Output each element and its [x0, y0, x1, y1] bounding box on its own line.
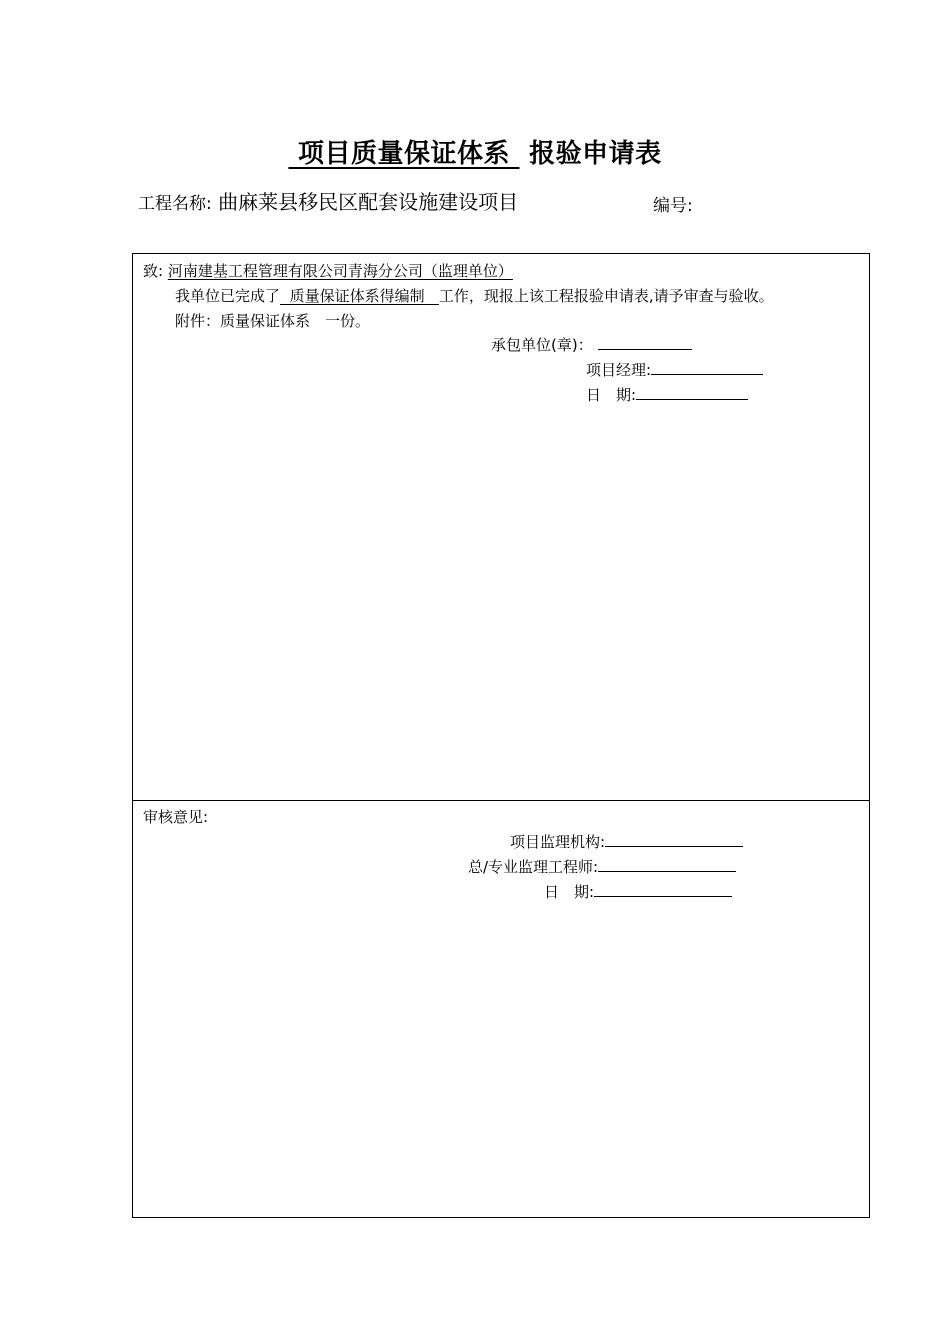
manager-line [586, 359, 763, 380]
supervising-engineer-line [468, 856, 736, 877]
project-name-value: 曲麻莱县移民区配套设施建设项目 [218, 190, 519, 214]
review-section [132, 800, 870, 1218]
project-name-label: 工程名称: [138, 194, 212, 214]
application-date-line [586, 384, 748, 405]
contractor-label: 承包单位(章)： [491, 336, 593, 354]
application-date-field[interactable] [636, 385, 748, 400]
review-opinion-label: 审核意见: [143, 808, 209, 826]
recipient-line [143, 260, 513, 281]
manager-label: 项目经理: [586, 361, 652, 379]
form-title-subject: 项目质量保证体系 [297, 139, 510, 169]
review-date-label: 日 期: [544, 883, 595, 901]
recipient-label: 致: [143, 262, 164, 280]
form-title [0, 133, 950, 170]
application-date-label: 日 期: [586, 386, 637, 404]
statement-suffix: 工作，现报上该工程报验申请表,请予审查与验收。 [438, 287, 774, 305]
review-date-line [544, 881, 732, 902]
supervising-engineer-label: 总/专业监理工程师: [468, 858, 599, 876]
manager-signature-field[interactable] [651, 360, 763, 375]
form-title-type: 报验申请表 [529, 139, 662, 169]
supervision-agency-label: 项目监理机构: [510, 833, 606, 851]
completed-work-field: 质量保证体系得编制 [289, 287, 425, 305]
statement-prefix: 我单位已完成了 [175, 287, 281, 305]
serial-number-label: 编号: [653, 196, 693, 216]
supervision-agency-field[interactable] [605, 832, 743, 847]
supervising-engineer-field[interactable] [598, 857, 736, 872]
project-name-line [138, 186, 518, 215]
contractor-signature-field[interactable] [598, 335, 692, 350]
attachment-line: 附件：质量保证体系 一份。 [175, 312, 371, 330]
supervision-agency-line [510, 831, 743, 852]
statement-line [175, 285, 774, 306]
recipient-value: 河南建基工程管理有限公司青海分公司（监理单位） [167, 262, 513, 280]
contractor-line [491, 334, 692, 355]
review-date-field[interactable] [594, 882, 732, 897]
application-section [132, 253, 870, 801]
